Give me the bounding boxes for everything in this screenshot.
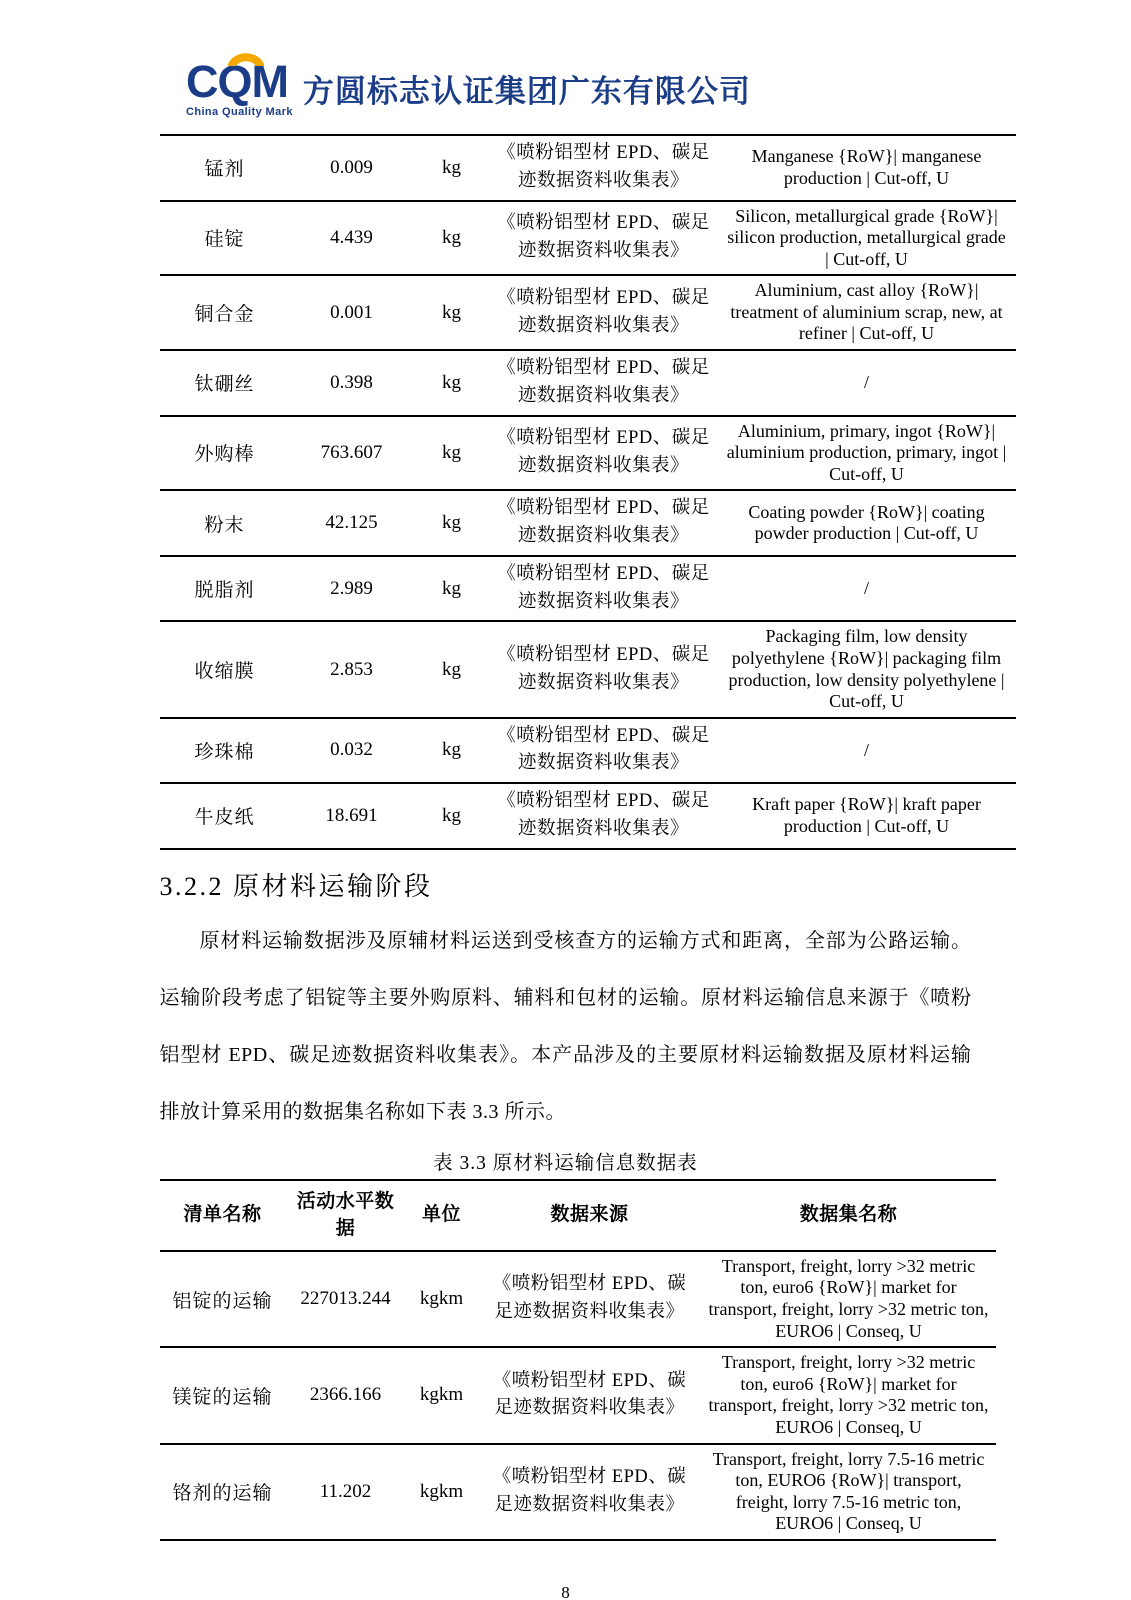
- material-dataset: Aluminium, primary, ingot {RoW}| aluminium production, primary, ingot | Cut-off, U: [726, 420, 1007, 484]
- table-row: [160, 718, 1016, 784]
- transport-unit: kgkm: [419, 1288, 464, 1309]
- material-dataset: /: [863, 739, 869, 760]
- material-value: 763.607: [320, 441, 383, 463]
- table-row: [160, 490, 1016, 556]
- material-name: 收缩膜: [194, 661, 255, 683]
- transport-unit: kgkm: [419, 1480, 464, 1502]
- transport-dataset: Transport, freight, lorry 7.5-16 metric ton, EURO6 {RoW}| transport, freight, lorry 7.5-16 metric ton, EURO6 | Conseq, U: [712, 1448, 985, 1534]
- material-unit: kg: [442, 226, 461, 248]
- transport-source: 《喷粉铝型材 EPD、碳足迹数据资料收集表》: [492, 1370, 687, 1419]
- material-value: 0.398: [330, 371, 373, 393]
- table-row: [160, 621, 1016, 717]
- material-dataset: /: [863, 577, 869, 598]
- material-source: 《喷粉铝型材 EPD、碳足迹数据资料收集表》: [497, 287, 710, 336]
- page-number: 8: [561, 1582, 570, 1600]
- transport-source: 《喷粉铝型材 EPD、碳足迹数据资料收集表》: [492, 1274, 687, 1322]
- transport-value: 11.202: [319, 1480, 372, 1502]
- material-unit: kg: [442, 301, 461, 323]
- section-heading: 3.2.2 原材料运输阶段: [159, 871, 433, 901]
- logo-letters: CQM: [186, 56, 288, 107]
- material-unit: kg: [442, 658, 461, 680]
- material-source: 《喷粉铝型材 EPD、碳足迹数据资料收集表》: [497, 644, 710, 693]
- material-dataset: Manganese {RoW}| manganese production | Cut-off, U: [751, 146, 982, 188]
- material-unit: kg: [442, 577, 461, 599]
- materials-table: [160, 134, 1016, 850]
- material-source: 《喷粉铝型材 EPD、碳足迹数据资料收集表》: [497, 428, 710, 476]
- table-row: [160, 1251, 996, 1347]
- transport-dataset: Transport, freight, lorry >32 metric ton, euro6 {RoW}| market for transport, freight, lorry >32 metric ton, EURO6 | Conseq, U: [708, 1255, 989, 1341]
- material-unit: kg: [442, 739, 461, 761]
- transport-name: 铝锭的运输: [172, 1290, 273, 1312]
- transport-value: 227013.244: [300, 1288, 391, 1309]
- material-name: 锰剂: [204, 159, 245, 181]
- table-caption: 表 3.3 原材料运输信息数据表: [433, 1152, 698, 1174]
- material-unit: kg: [442, 156, 461, 178]
- material-source: 《喷粉铝型材 EPD、碳足迹数据资料收集表》: [497, 791, 710, 839]
- material-source: 《喷粉铝型材 EPD、碳足迹数据资料收集表》: [497, 498, 710, 547]
- material-value: 2.989: [330, 577, 373, 599]
- material-dataset: Coating powder {RoW}| coating powder production | Cut-off, U: [748, 501, 985, 544]
- material-name: 牛皮纸: [194, 807, 255, 829]
- transport-name: 铬剂的运输: [172, 1483, 273, 1505]
- material-unit: kg: [442, 441, 461, 463]
- material-value: 0.001: [330, 301, 373, 323]
- header-activity-data: 活动水平数据: [296, 1190, 395, 1240]
- material-value: 0.009: [330, 156, 373, 178]
- table-row: [160, 556, 1016, 622]
- cqm-logo-text: [186, 56, 288, 107]
- material-value: 2.853: [330, 658, 373, 680]
- table-row: [160, 783, 1016, 849]
- material-name: 铜合金: [194, 304, 255, 326]
- material-dataset: Aluminium, cast alloy {RoW}| treatment of aluminium scrap, new, at refiner | Cut-off, U: [730, 280, 1003, 344]
- table-row: [160, 416, 1016, 491]
- material-source: 《喷粉铝型材 EPD、碳足迹数据资料收集表》: [497, 563, 710, 612]
- logo-subtext: China Quality Mark: [186, 106, 293, 118]
- company-name: 方圆标志认证集团广东有限公司: [302, 74, 751, 109]
- table-row: [160, 275, 1016, 350]
- transport-source: 《喷粉铝型材 EPD、碳足迹数据资料收集表》: [492, 1467, 687, 1515]
- material-name: 外购棒: [194, 444, 255, 466]
- page-content: [159, 134, 1007, 1600]
- material-unit: kg: [442, 512, 461, 534]
- material-dataset: /: [863, 372, 869, 393]
- material-unit: kg: [442, 804, 461, 826]
- material-value: 4.439: [330, 226, 373, 248]
- material-dataset: Kraft paper {RoW}| kraft paper production | Cut-off, U: [752, 794, 981, 836]
- material-source: 《喷粉铝型材 EPD、碳足迹数据资料收集表》: [497, 213, 710, 261]
- material-name: 珍珠棉: [194, 741, 255, 763]
- transport-name: 镁锭的运输: [172, 1386, 273, 1408]
- transport-table-header-row: [160, 1180, 996, 1251]
- table-row: [160, 1347, 996, 1443]
- material-name: 硅锭: [204, 229, 245, 251]
- header-dataset-name: 数据集名称: [799, 1204, 898, 1226]
- material-dataset: Silicon, metallurgical grade {RoW}| silicon production, metallurgical grade | Cut-off, U: [727, 205, 1006, 269]
- header-unit: 单位: [421, 1204, 461, 1226]
- header-data-source: 数据来源: [550, 1204, 629, 1226]
- transport-table: [160, 1179, 996, 1541]
- header-list-name: 清单名称: [183, 1204, 262, 1226]
- material-source: 《喷粉铝型材 EPD、碳足迹数据资料收集表》: [497, 725, 710, 774]
- material-dataset: Packaging film, low density polyethylene {RoW}| packaging film production, low density polyethylene | Cut-off, U: [728, 626, 1005, 712]
- material-name: 粉末: [204, 514, 245, 536]
- material-unit: kg: [442, 371, 461, 393]
- transport-unit: kgkm: [419, 1384, 464, 1406]
- transport-dataset: Transport, freight, lorry >32 metric ton, euro6 {RoW}| market for transport, freight, lorry >32 metric ton, EURO6 | Conseq, U: [708, 1352, 989, 1437]
- material-source: 《喷粉铝型材 EPD、碳足迹数据资料收集表》: [497, 358, 710, 406]
- table-row: [160, 350, 1016, 416]
- material-source: 《喷粉铝型材 EPD、碳足迹数据资料收集表》: [497, 143, 710, 191]
- material-value: 0.032: [330, 739, 373, 761]
- transport-value: 2366.166: [309, 1384, 382, 1406]
- logo-arc-icon: [228, 51, 264, 66]
- table-row: [160, 201, 1016, 276]
- material-name: 钛硼丝: [194, 374, 255, 396]
- page-header: [0, 0, 1131, 122]
- cqm-logo: [186, 56, 293, 118]
- material-value: 18.691: [325, 804, 378, 826]
- material-name: 脱脂剂: [194, 580, 255, 602]
- body-paragraph: 原材料运输数据涉及原辅材料运送到受核查方的运输方式和距离，全部为公路运输。运输阶段考虑了铝锭等主要外购原料、辅料和包材的运输。原材料运输信息来源于《喷粉铝型材 EPD、碳足迹数据资料收集表》。本产品涉及的主要原材料运输数据及原材料运输排放计算采用的数据集名称如下表 3.3 所示。: [159, 929, 972, 1123]
- table-row: [160, 135, 1016, 201]
- material-value: 42.125: [325, 512, 378, 534]
- table-row: [160, 1444, 996, 1540]
